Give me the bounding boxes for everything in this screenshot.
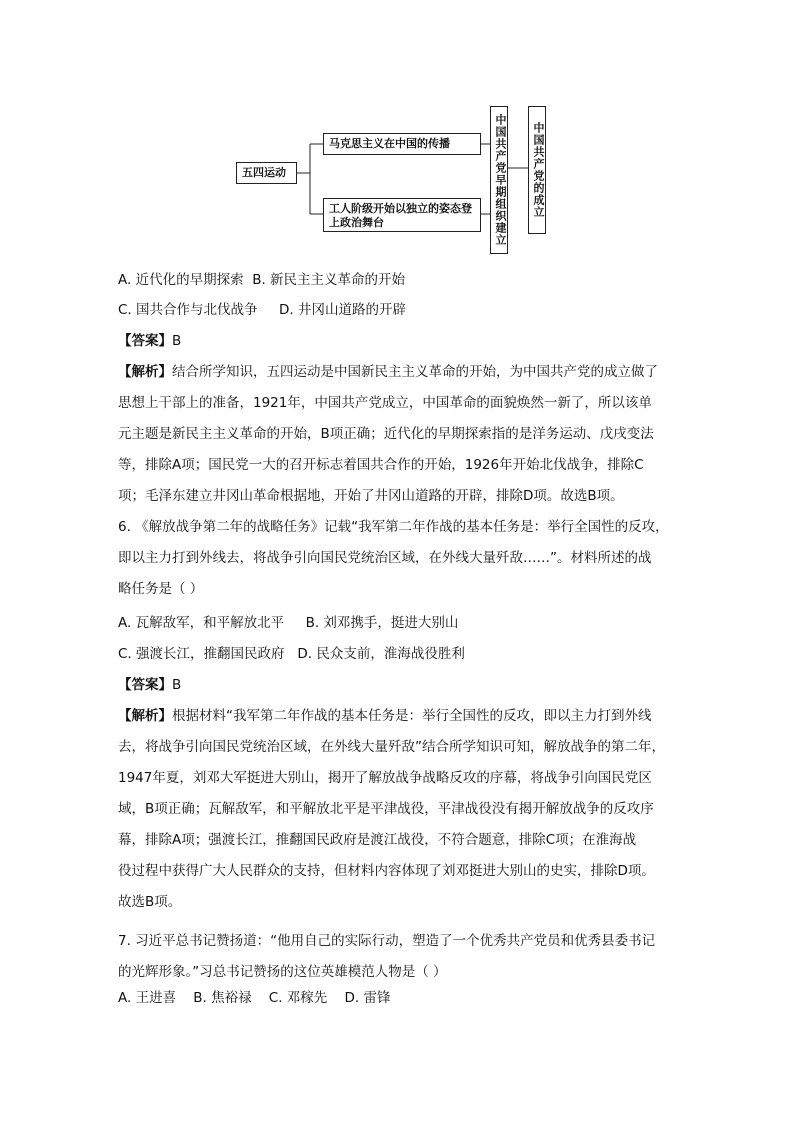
q6-analysis-line: 去，将战争引向国民党统治区域，在外线大量歼敌”结合所学知识可知，解放战争的第二年， bbox=[118, 739, 665, 755]
diagram-box-marxism: 马克思主义在中国的传播 bbox=[323, 133, 481, 155]
q7-stem bbox=[118, 926, 678, 988]
q6-options-row1 bbox=[118, 613, 458, 633]
q6-analysis-line: 役过程中获得广大人民群众的支持，但材料内容体现了刘邓挺进大别山的史实，排除D项。 bbox=[118, 863, 655, 879]
q6-stem bbox=[118, 512, 678, 605]
q5-analysis-line: 结合所学知识，五四运动是中国新民主主义革命的开始，为中国共产党的成立做了 bbox=[172, 364, 658, 380]
q6-stem-line: 即以主力打到外线去，将战争引向国民党统治区域，在外线大量歼敌……”。材料所述的战 bbox=[118, 550, 652, 566]
q7-option-d: D. 雷锋 bbox=[344, 990, 391, 1006]
q6-analysis-line: 幕，排除A项；强渡长江，推翻国民政府是渡江战役，不符合题意，排除C项；在淮海战 bbox=[118, 832, 637, 848]
q5-option-c: C. 国共合作与北伐战争 bbox=[118, 302, 258, 318]
q6-analysis-tag: 【解析】 bbox=[118, 708, 172, 724]
q5-options-row2 bbox=[118, 300, 406, 320]
q7-option-b: B. 焦裕禄 bbox=[193, 990, 252, 1006]
q7-option-a: A. 王进喜 bbox=[118, 990, 177, 1006]
q6-option-c: C. 强渡长江，推翻国民政府 bbox=[118, 646, 285, 662]
q5-option-a: A. 近代化的早期探索 bbox=[118, 272, 244, 288]
q5-answer bbox=[118, 331, 181, 351]
q6-analysis-line: 根据材料“我军第二年作战的基本任务是：举行全国性的反攻，即以主力打到外线 bbox=[172, 708, 652, 724]
q5-answer-tag: 【答案】 bbox=[118, 333, 172, 349]
q7-stem-line: 的光辉形象。”习总书记赞扬的这位英雄模范人物是（ ） bbox=[118, 964, 447, 980]
diagram-box-wusi: 五四运动 bbox=[236, 162, 297, 184]
q7-option-c: C. 邓稼先 bbox=[268, 990, 328, 1006]
q6-options-row2 bbox=[118, 644, 465, 664]
q6-stem-line: 略任务是（ ） bbox=[118, 581, 204, 597]
q6-option-a: A. 瓦解敌军，和平解放北平 bbox=[118, 615, 285, 631]
q5-option-b: B. 新民主主义革命的开始 bbox=[252, 272, 406, 288]
q5-options-row1 bbox=[118, 270, 405, 290]
q6-analysis-line: 域，B项正确；瓦解敌军，和平解放北平是平津战役，平津战役没有揭开解放战争的反攻序 bbox=[118, 801, 654, 817]
q6-analysis bbox=[118, 701, 678, 918]
diagram-box-party-founding: 中国共产党的成立 bbox=[528, 106, 546, 234]
q7-options bbox=[118, 988, 390, 1008]
q5-analysis-tag: 【解析】 bbox=[118, 364, 172, 380]
q6-option-b: B. 刘邓携手，挺进大别山 bbox=[305, 615, 459, 631]
q6-stem-line: 6. 《解放战争第二年的战略任务》记载“我军第二年作战的基本任务是：举行全国性的反攻， bbox=[118, 519, 669, 535]
q6-analysis-line: 故选B项。 bbox=[118, 894, 182, 910]
q5-analysis-line: 元主题是新民主主义革命的开始，B项正确；近代化的早期探索指的是洋务运动、戊戌变法 bbox=[118, 426, 654, 442]
diagram-box-working-class: 工人阶级开始以独立的姿态登上政治舞台 bbox=[323, 198, 481, 232]
q6-answer-value: B bbox=[172, 677, 182, 693]
q7-stem-line: 7. 习近平总书记赞扬道：“他用自己的实际行动，塑造了一个优秀共产党员和优秀县委书记 bbox=[118, 933, 656, 949]
q5-analysis-line: 等，排除A项；国民党一大的召开标志着国共合作的开始，1926年开始北伐战争，排除C bbox=[118, 457, 644, 473]
q5-analysis-line: 思想上干部上的准备，1921年，中国共产党成立，中国革命的面貌焕然一新了，所以该单 bbox=[118, 395, 652, 411]
q5-option-d: D. 井冈山道路的开辟 bbox=[278, 302, 406, 318]
q5-analysis-line: 项；毛泽东建立井冈山革命根据地，开始了井冈山道路的开辟，排除D项。故选B项。 bbox=[118, 488, 624, 504]
q5-analysis bbox=[118, 357, 678, 512]
q5-answer-value: B bbox=[172, 333, 182, 349]
q6-option-d: D. 民众支前，淮海战役胜利 bbox=[297, 646, 465, 662]
q6-answer-tag: 【答案】 bbox=[118, 677, 172, 693]
q6-analysis-line: 1947年夏，刘邓大军挺进大别山，揭开了解放战争战略反攻的序幕，将战争引向国民党区 bbox=[118, 770, 652, 786]
q6-answer bbox=[118, 675, 181, 695]
diagram-box-early-organization: 中国共产党早期组织建立 bbox=[490, 106, 508, 254]
concept-diagram bbox=[230, 104, 560, 254]
